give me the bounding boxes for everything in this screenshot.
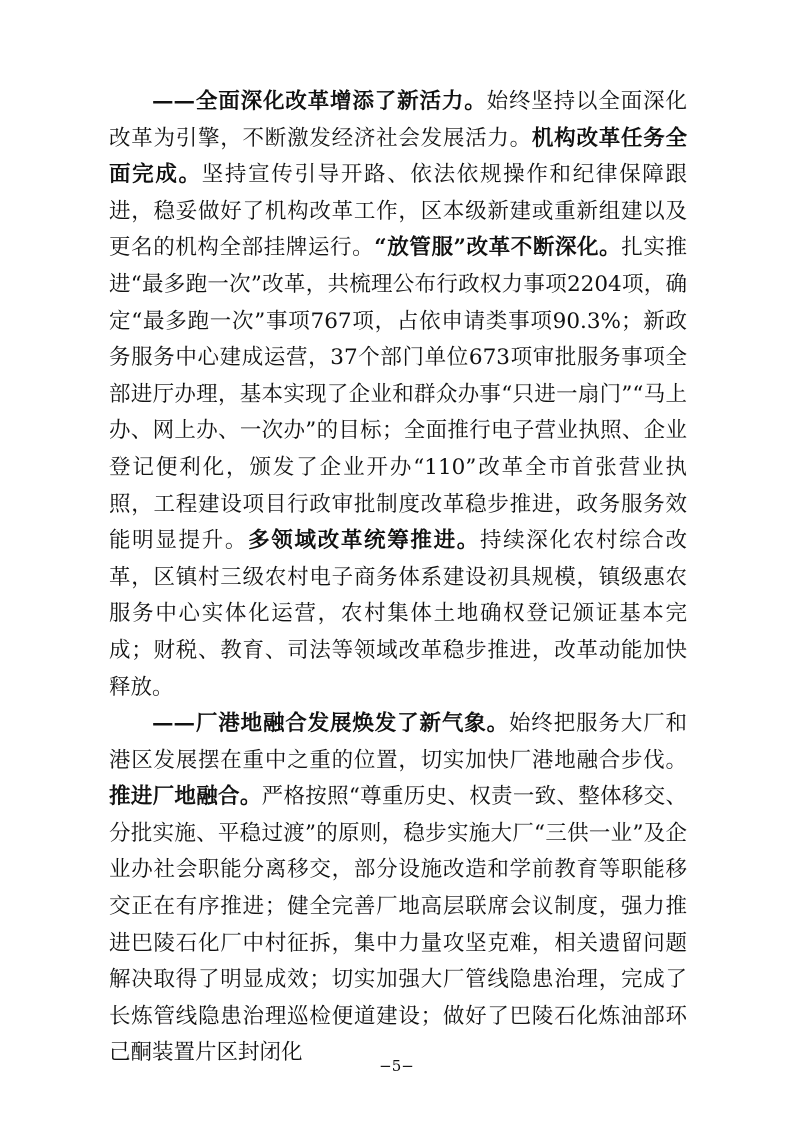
body-text: 坚持宣传引导开路、依法依规操作和纪律保障跟进，稳妥做好了机构改革工作，区本级新建或重新组建以及更名的机构全部挂牌运行。 [109, 162, 687, 261]
body-text: 始终坚持以全面深化改革为引擎，不断激发经济社会发展活力。 [109, 89, 687, 151]
body-text: 扎实推进“最多跑一次”改革，共梳理公布行政权力事项2204项，确定“最多跑一次”事项767项，占依申请类事项90.3%；新政务服务中心建成运营，37个部门单位673项审批服务事项全部进厅办理，基本实现了企业和群众办事“只进一扇门”“马上办、网上办、一次办”的目标；全面推行电子营业执照、企业登记便利化，颁发了企业开办“110”改革全市首张营业执照，工程建设项目行政审批制度改革稳步推进，政务服务效能明显提升。 [109, 235, 687, 554]
subsection-heading: 机构改革任务全面完成。 [109, 125, 687, 188]
section-heading: ——全面深化改革增添了新活力。 [152, 89, 487, 114]
page-number: −5− [379, 1057, 414, 1075]
subsection-heading: 多领域改革统筹推进。 [248, 528, 480, 554]
section-heading: ——厂港地融合发展焕发了新气象。 [152, 711, 509, 737]
subsection-heading: “放管服”改革不断深化。 [374, 235, 622, 261]
body-text: 持续深化农村综合改革，区镇村三级农村电子商务体系建设初具规模，镇级惠农服务中心实体化运营，农村集体土地确权登记颁证基本完成；财税、教育、司法等领域改革稳步推进，改革动能加快释放。 [109, 528, 687, 700]
paragraph [109, 84, 687, 706]
paragraph [109, 706, 687, 1072]
body-text: 始终把服务大厂和港区发展摆在重中之重的位置，切实加快厂港地融合步伐。 [109, 711, 687, 773]
body-text: 严格按照“尊重历史、权责一致、整体移交、分批实施、平稳过渡”的原则，稳步实施大厂“三供一业”及企业办社会职能分离移交，部分设施改造和学前教育等职能移交正在有序推进；健全完善厂地高层联席会议制度，强力推进巴陵石化厂中村征拆，集中力量攻坚克难，相关遗留问题解决取得了明显成效；切实加强大厂管线隐患治理，完成了长炼管线隐患治理巡检便道建设；做好了巴陵石化炼油部环己酮装置片区封闭化 [109, 784, 687, 1066]
document-body [109, 84, 687, 1072]
subsection-heading: 推进厂地融合。 [109, 784, 262, 810]
